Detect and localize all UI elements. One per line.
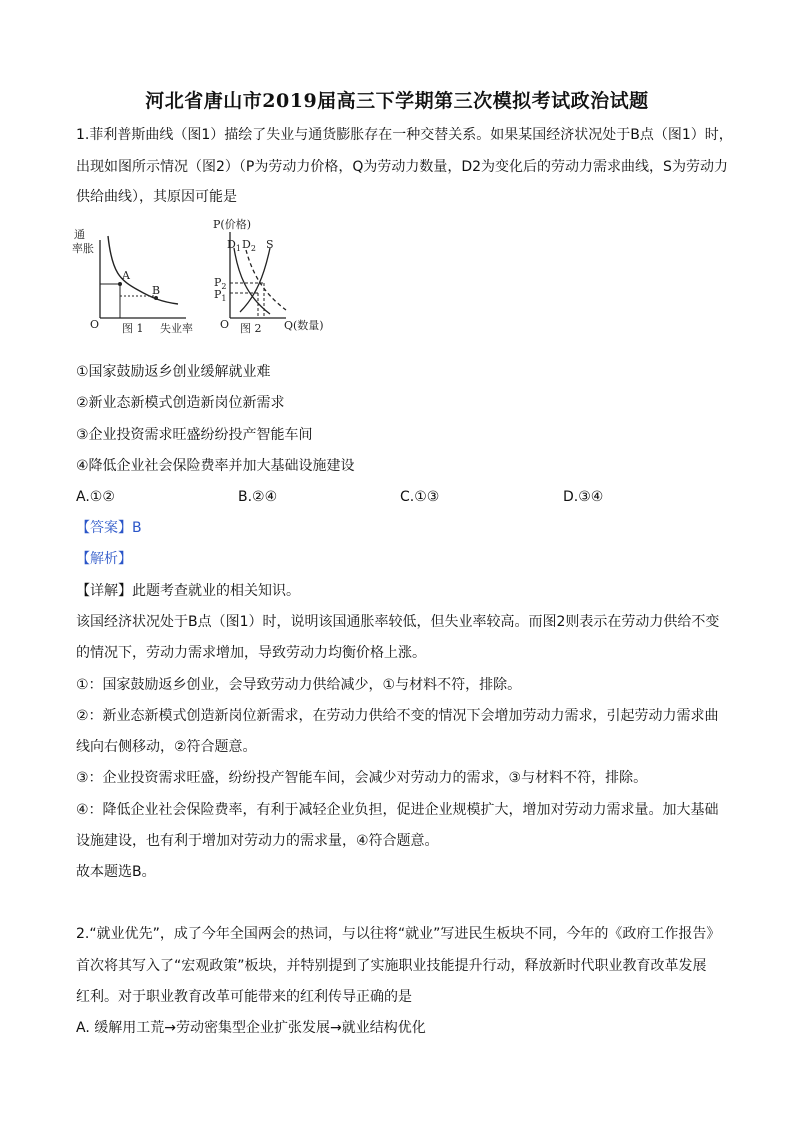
q2-stem-line-2: 首次将其写入了“宏观政策”板块，并特别提到了实施职业技能提升行动，释放新时代职业教育改革发展 [76,958,707,974]
page-title: 河北省唐山市2019届高三下学期第三次模拟考试政治试题 [145,90,649,112]
fig1-x-label: 失业率 [160,322,193,335]
q1-explanation-line-7: ③：企业投资需求旺盛，纷纷投产智能车间，会减少对劳动力的需求，③与材料不符，排除。 [76,770,648,786]
q1-explanation-line-9: 设施建设，也有利于增加对劳动力的需求量，④符合题意。 [76,833,439,849]
fig2-s-curve [240,248,270,312]
q1-answer: 【答案】B [76,520,142,536]
q1-figure-svg [72,218,346,348]
q1-statement-2: ②新业态新模式创造新岗位新需求 [76,395,285,411]
q1-stem-line-3: 供给曲线），其原因可能是 [76,189,237,205]
q1-explanation-line-8: ④：降低企业社会保险费率，有利于减轻企业负担，促进企业规模扩大，增加对劳动力需求量。加大基础 [76,802,719,818]
fig1-caption: 图 1 [122,322,144,335]
fig2-origin: O [220,318,230,331]
q1-statement-1: ①国家鼓励返乡创业缓解就业难 [76,364,271,380]
fig2-caption: 图 2 [240,322,262,335]
fig1-y-label-top: 通 [74,228,85,241]
fig1-phillips-curve [108,236,178,304]
q1-explanation-line-2: 该国经济状况处于B点（图1）时，说明该国通胀率较低，但失业率较高。而图2则表示在劳动力供给不变 [76,614,720,630]
q2-stem-line-1: 2.“就业优先”，成了今年全国两会的热词，与以往将“就业”写进民生板块不同，今年的《政府工作报告》 [76,926,721,942]
q1-stem-line-2: 出现如图所示情况（图2）（P为劳动力价格，Q为劳动力数量，D2为变化后的劳动力需求曲线，S为劳动力 [76,159,728,175]
q1-explanation-line-1: 【详解】此题考查就业的相关知识。 [76,583,300,599]
fig1-y-label-bottom: 率胀 [72,242,94,255]
q1-statement-4: ④降低企业社会保险费率并加大基础设施建设 [76,458,355,474]
fig1-origin: O [90,318,100,331]
q2-stem-line-3: 红利。对于职业教育改革可能带来的红利传导正确的是 [76,989,412,1005]
q1-figure [72,218,346,348]
fig2 [213,217,324,335]
fig2-d2-label: $D_2$ [242,238,256,253]
q1-option-c: C.①③ [400,489,440,505]
fig1-point-a [118,282,122,286]
q1-option-a: A.①② [76,489,115,505]
fig2-p2-label: $P_2$ [214,276,227,291]
fig1-label-b: B [152,284,161,297]
fig2-p1-label: $P_1$ [214,288,227,303]
q1-explanation-line-6: 线向右侧移动，②符合题意。 [76,739,257,755]
q1-explanation-line-4: ①：国家鼓励返乡创业，会导致劳动力供给减少，①与材料不符，排除。 [76,677,522,693]
fig2-d1-curve [234,248,270,314]
q1-stem-line-1: 1.菲利普斯曲线（图1）描绘了失业与通货膨胀存在一种交替关系。如果某国经济状况处于B点（图1）时， [76,127,733,143]
q1-explanation-line-5: ②：新业态新模式创造新岗位新需求，在劳动力供给不变的情况下会增加劳动力需求，引起劳动力需求曲 [76,708,719,724]
q1-option-d: D.③④ [563,489,604,505]
fig2-y-label: P(价格) [213,218,251,231]
fig2-s-label: S [266,238,274,251]
q1-analysis-label: 【解析】 [76,551,132,567]
fig2-x-label: Q(数量) [284,319,324,332]
fig2-d1-label: $D_1$ [227,238,241,253]
fig1 [72,228,193,335]
q1-statement-3: ③企业投资需求旺盛纷纷投产智能车间 [76,427,313,443]
q2-option-a: A. 缓解用工荒→劳动密集型企业扩张发展→就业结构优化 [76,1020,426,1036]
q1-option-b: B.②④ [238,489,278,505]
q1-explanation-line-10: 故本题选B。 [76,864,156,880]
fig1-label-a: A [122,269,130,282]
q1-explanation-line-3: 的情况下，劳动力需求增加，导致劳动力均衡价格上涨。 [76,645,426,661]
fig2-d2-curve [246,250,286,310]
